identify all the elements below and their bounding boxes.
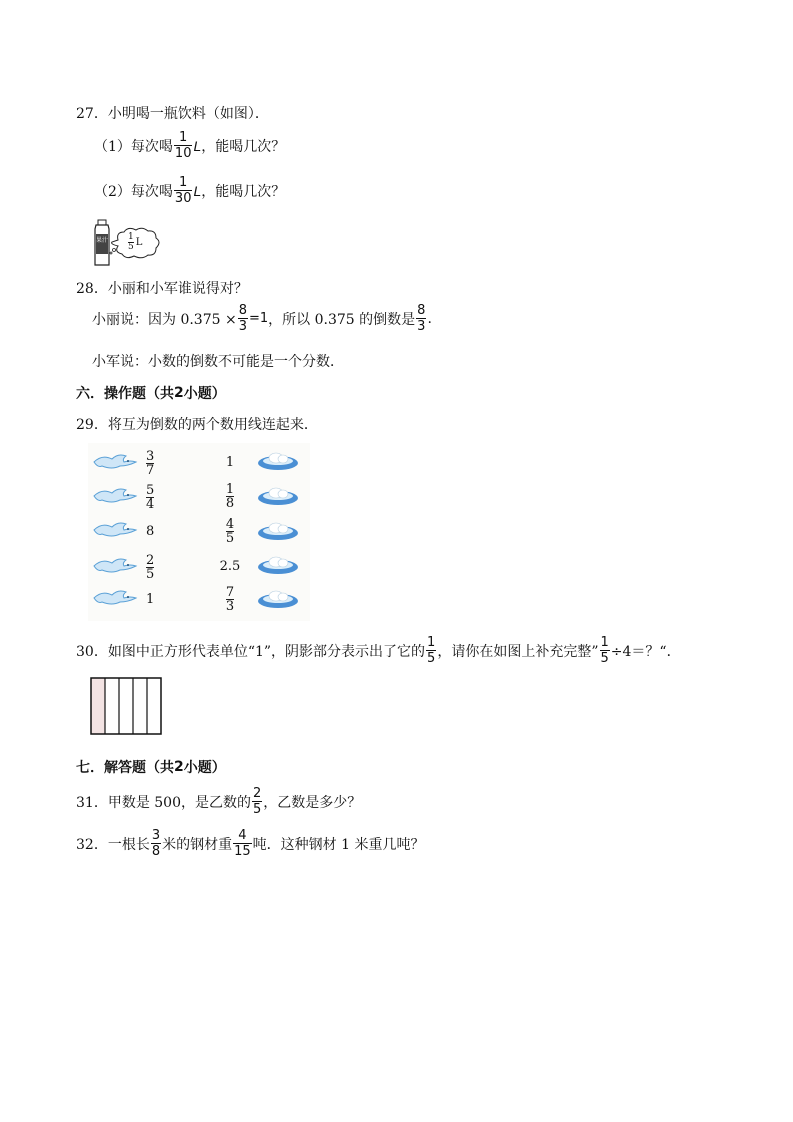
bird-item[interactable] — [92, 483, 154, 511]
fraction: $\frac{2}{5}$ — [253, 786, 262, 817]
bottle-label: 果汁 — [96, 237, 109, 244]
nest-item[interactable] — [216, 586, 300, 613]
q30-stem: 30．如图中正方形代表单位“1”，阴影部分表示出了它的 $\frac{1}{5}$ ，请你在如图上补充完整” $\frac{1}{5}$ ÷4＝？“． — [76, 635, 681, 666]
nest-icon — [256, 449, 300, 475]
bubble-volume: 1 5 L — [128, 232, 143, 252]
nest-item[interactable] — [216, 518, 300, 545]
fraction: $\frac{1}{5}$ — [600, 635, 609, 666]
juice-bottle-figure — [90, 218, 170, 268]
number-value: 1 — [225, 454, 235, 470]
fraction-value: $\frac{5}{4}$ — [146, 483, 155, 512]
bird-nest-matching-figure — [88, 443, 310, 621]
fraction: $\frac{8}{3}$ — [417, 303, 426, 334]
fraction: $\frac{4}{15}$ — [234, 828, 251, 859]
bird-item[interactable] — [92, 449, 154, 477]
fraction: $\frac{3}{8}$ — [151, 828, 161, 859]
fraction: $\frac{8}{3}$ — [238, 303, 247, 334]
bird-icon — [92, 518, 138, 544]
fraction-value: 4 5 — [225, 517, 235, 546]
q28-xiaoli: 小丽说：因为 0.375 × $\frac{8}{3}$ =1 ，所以 0.375 的倒数是 $\frac{8}{3}$ . — [92, 303, 432, 334]
q28-xiaojun: 小军说：小数的倒数不可能是一个分数． — [92, 354, 344, 370]
fraction-value: $\frac{2}{5}$ — [146, 553, 155, 582]
fraction-value: $\frac{3}{7}$ — [146, 449, 155, 478]
nest-icon — [256, 553, 300, 579]
q27-part2: （2）每次喝 $\frac{1}{30}$ L ，能喝几次？ — [94, 175, 286, 206]
q27-stem: 27．小明喝一瓶饮料（如图）． — [76, 106, 269, 122]
fraction-value: 7 3 — [225, 585, 235, 614]
bird-icon — [92, 586, 138, 612]
fraction: $\frac{1}{10}$ — [174, 130, 192, 161]
nest-item[interactable] — [216, 449, 300, 475]
q29-stem: 29．将互为倒数的两个数用线连起来． — [76, 417, 318, 433]
bird-icon — [92, 484, 138, 510]
fraction-value: 1 8 — [225, 482, 235, 511]
nest-icon — [256, 484, 300, 510]
bird-icon — [92, 450, 138, 476]
bird-icon — [92, 554, 138, 580]
q31: 31．甲数是 500，是乙数的 $\frac{2}{5}$ ，乙数是多少？ — [76, 786, 362, 817]
shaded-part — [91, 678, 105, 734]
fraction: $\frac{1}{30}$ — [174, 175, 192, 206]
nest-icon — [256, 519, 300, 545]
nest-item[interactable] — [216, 483, 300, 510]
number-value: 8 — [146, 523, 155, 539]
q32: 32．一根长 $\frac{3}{8}$ 米的钢材重 $\frac{4}{15}$ 吨．这种钢材 1 米重几吨？ — [76, 828, 425, 859]
unit-square-figure — [90, 677, 162, 735]
section-6-title: 六．操作题（共 2 小题） — [76, 385, 226, 402]
q27-part1: （1）每次喝 $\frac{1}{10}$ L ，能喝几次？ — [94, 130, 286, 161]
fraction: $\frac{1}{5}$ — [427, 635, 436, 666]
nest-icon — [256, 587, 300, 613]
bird-item[interactable] — [92, 553, 154, 581]
number-value: 2.5 — [219, 558, 241, 574]
section-7-title: 七．解答题（共 2 小题） — [76, 759, 226, 776]
q28-stem: 28．小丽和小军谁说得对？ — [76, 281, 248, 297]
nest-item[interactable] — [216, 553, 300, 579]
number-value: 1 — [146, 591, 155, 607]
bird-item[interactable] — [92, 586, 154, 612]
bird-item[interactable] — [92, 518, 154, 544]
